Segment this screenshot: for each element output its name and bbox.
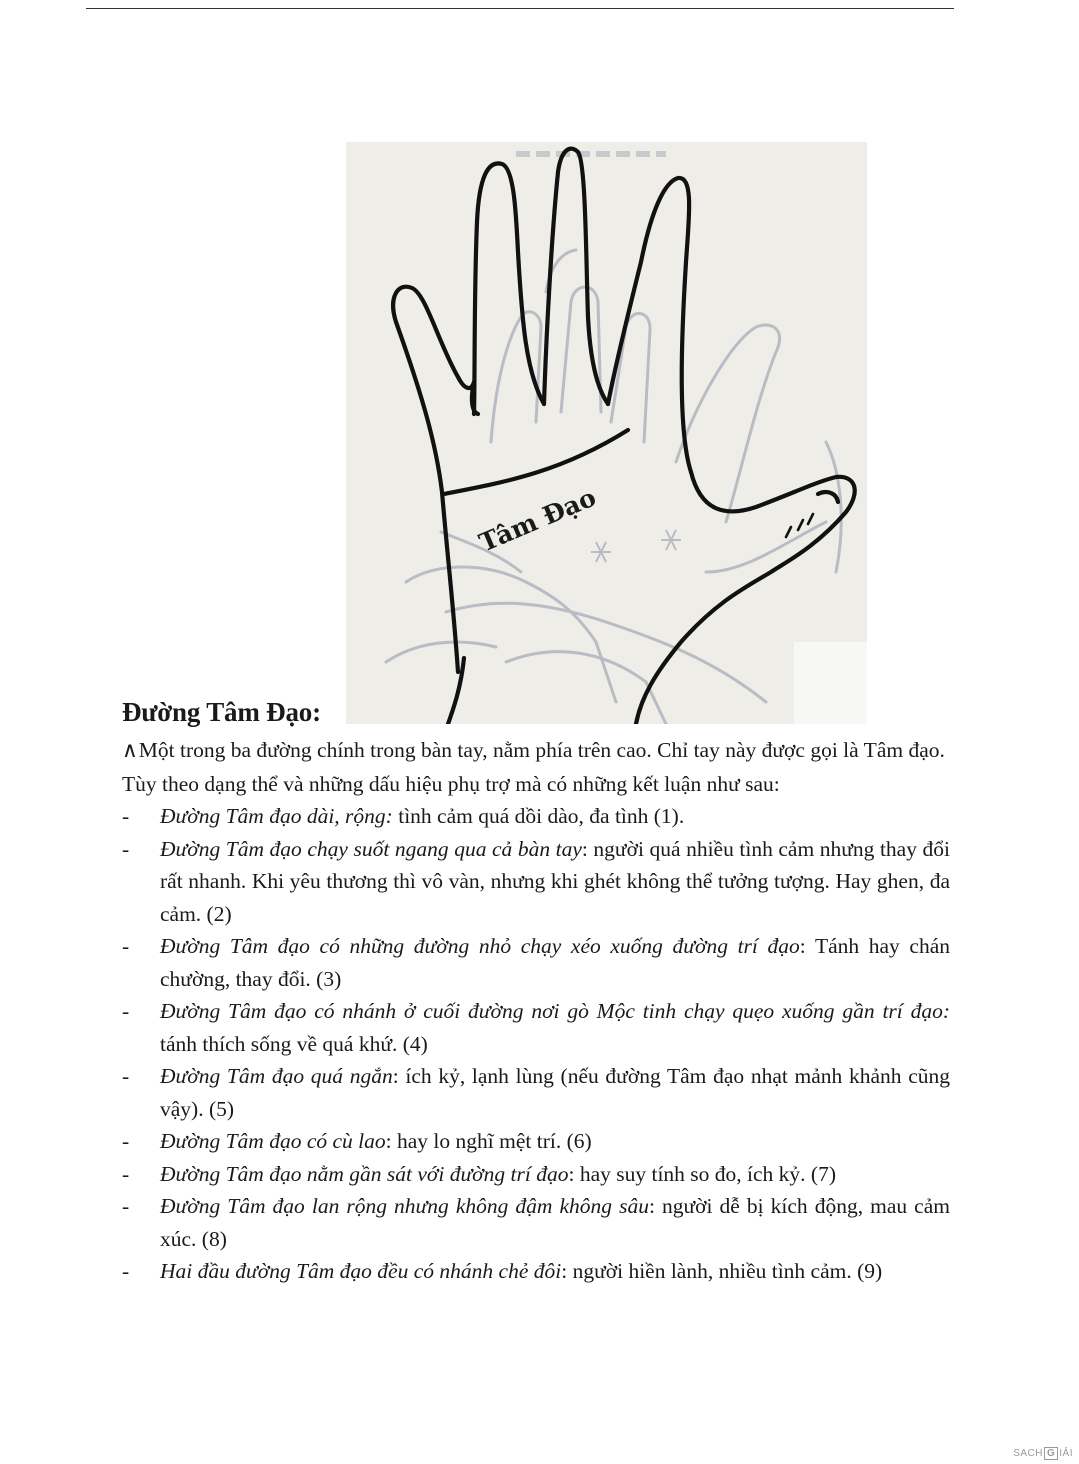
list-dash: - [122, 836, 130, 861]
watermark-logo-box: G [1044, 1447, 1058, 1460]
intro-paragraph [122, 734, 950, 768]
list-dash: - [122, 999, 130, 1023]
site-watermark [1013, 1447, 1073, 1460]
list-item [122, 1190, 950, 1255]
list-item-desc: : hay suy tính so đo, ích kỷ. (7) [568, 1161, 837, 1186]
faint-background-hand [386, 250, 841, 724]
list-item [122, 1060, 950, 1125]
list-item [122, 1125, 950, 1158]
list-item-desc: : ích kỷ, lạnh lùng (nếu đường Tâm đạo nhạt mảnh khảnh cũng vậy). (5) [160, 1064, 951, 1121]
heart-line [444, 430, 628, 494]
list-item-desc: : người hiền lành, nhiều tình cảm. (9) [561, 1259, 883, 1283]
list-item-desc: : Tánh hay chán chường, thay đổi. (3) [160, 934, 950, 991]
list-item [122, 800, 950, 833]
list-item [122, 1255, 950, 1288]
list-item-term: Đường Tâm đạo có những đường nhỏ chạy xéo xuống đường trí đạo [160, 934, 800, 958]
palm-illustration [346, 142, 867, 724]
heart-line-label: Tâm Đạo [475, 482, 601, 558]
list-item [122, 930, 950, 995]
hand-outline [393, 149, 855, 724]
list-item [122, 1158, 950, 1191]
palm-drawing [346, 142, 867, 724]
list-dash: - [122, 1259, 130, 1283]
intro-mark: ∧ [122, 738, 138, 763]
list-dash: - [122, 934, 130, 958]
list-item-desc: : người quá nhiều tình cảm nhưng thay đổi rất nhanh. Khi yêu thương thì vô vàn, nhưng khi ghét không thể tưởng tượng. Hay ghen, đa cảm. (2) [160, 836, 950, 926]
faint-star-marks [591, 530, 681, 562]
list-dash: - [122, 1161, 130, 1186]
list-item-term: Hai đầu đường Tâm đạo đều có nhánh chẻ đôi [160, 1259, 562, 1283]
intro-text: Một trong ba đường chính trong bàn tay, nằm phía trên cao. Chỉ tay này được gọi là Tâm đạo. [138, 738, 945, 762]
list-item-desc: : người dễ bị kích động, mau cảm xúc. (8) [160, 1194, 950, 1251]
scan-patch [794, 642, 867, 724]
lead-paragraph: Tùy theo dạng thể và những dấu hiệu phụ trợ mà có những kết luận như sau: [122, 771, 780, 796]
list-dash: - [122, 1194, 130, 1218]
list-item-desc: tình cảm quá dồi dào, đa tình (1). [392, 804, 685, 828]
list-item-term: Đường Tâm đạo quá ngắn [160, 1064, 393, 1088]
section-heading: Đường Tâm Đạo: [122, 697, 321, 727]
watermark-right: IẢI [1059, 1448, 1073, 1459]
list-item [122, 833, 950, 931]
list-item-term: Đường Tâm đạo dài, rộng: [160, 804, 393, 828]
list-dash: - [122, 1129, 130, 1153]
list-item-term: Đường Tâm đạo chạy suốt ngang qua cả bàn tay [160, 836, 582, 861]
list-dash: - [122, 804, 130, 828]
list-item-term: Đường Tâm đạo có cù lao [160, 1129, 386, 1153]
thumb-crease-marks [786, 514, 813, 537]
meaning-list [122, 800, 950, 1288]
list-item [122, 995, 950, 1060]
list-item-term: Đường Tâm đạo lan rộng nhưng không đậm không sâu [160, 1194, 649, 1218]
text-block [122, 734, 950, 1288]
top-rule [86, 8, 954, 9]
watermark-left: SACH [1013, 1448, 1043, 1459]
list-item-term: Đường Tâm đạo nằm gần sát với đường trí đạo [160, 1161, 569, 1186]
list-item-desc: : hay lo nghĩ mệt trí. (6) [385, 1129, 592, 1153]
list-item-term: Đường Tâm đạo có nhánh ở cuối đường nơi gò Mộc tinh chạy quẹo xuống gần trí đạo: [160, 999, 950, 1023]
list-item-desc: tánh thích sống về quá khứ. (4) [160, 1031, 428, 1056]
list-dash: - [122, 1064, 130, 1088]
